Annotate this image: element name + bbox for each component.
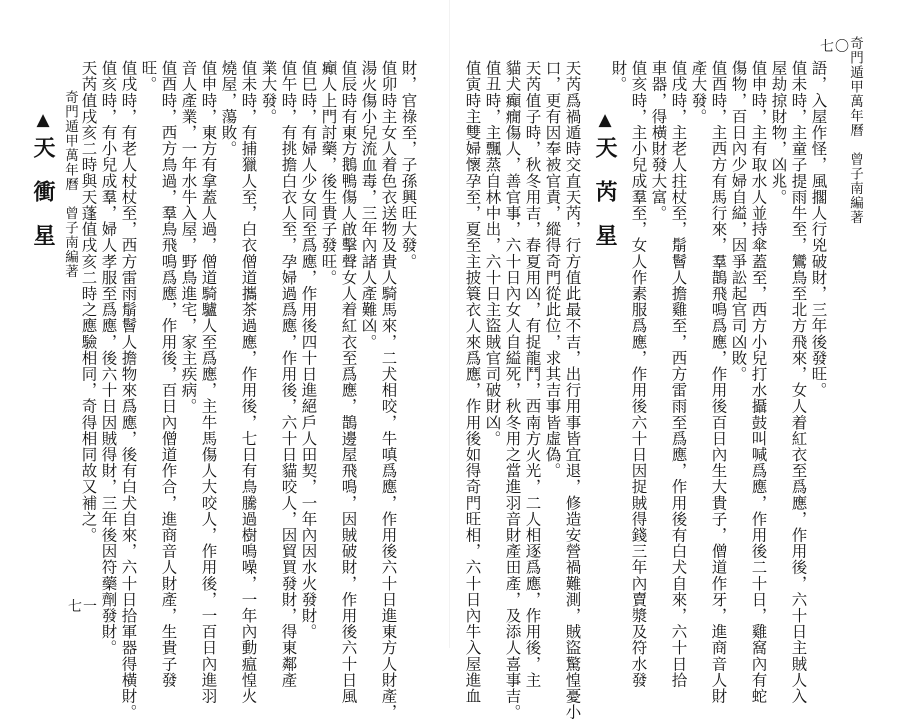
text-line: 燒屋，蕩敗。 [219,60,238,157]
text-line: 值辰時有東方鵝鴨傷人啟擊聲女人着紅衣至爲應，鵲邊屋飛鳴，因賊破財，作用後六十日風 [339,60,358,704]
text-line: 值亥時，有小兒成羣，婦人孝服至爲應，後六十日因賊得財，三年後因符藥劑發財。 [99,60,118,656]
text-line: 財，官祿至，子孫興旺大發。 [399,60,418,270]
text-line: 值午時，有挑擔白衣人至，孕婦過爲應，作用後，六十日貓咬人，因貿買發財，得東鄰產 [279,60,298,688]
text-line: 天芮值戌亥二時與天蓬值戌亥二時之應驗相同，奇得相同故又補之。 [79,60,98,543]
text-line: 傷物，百日內少婦自縊，因爭訟起官司凶敗。 [729,60,748,382]
text-line: 值戌時，主老人拄杖至，鬅鬙人擔雞至，西方雷雨至爲應，作用後有白犬自來，六十日拾 [669,60,688,688]
text-line: 值卯時主女人着色衣送物及貴人騎馬來，二犬相咬，牛嗔爲應，作用後六十日進東方人財產， [379,60,398,720]
right-page [450,0,900,720]
running-header: 奇門遁甲萬年曆 曾子南編著 [847,36,863,225]
triangle-icon: ▲ [33,110,53,136]
text-line: 旺。 [139,60,158,93]
section-heading: ▲天衝星 [30,110,56,268]
text-line: 值未時，有捕獵人至，白衣僧道攜茶過應，作用後，七日有鳥騰過樹鳴噪，一年內動瘟惶火 [239,60,258,704]
text-line: 業大發。 [259,60,278,125]
text-line: 值寅時主雙婦懷孕至，夏至主披簑衣人來爲應，作用後如得奇門旺相，六十日內牛入屋進血 [463,60,482,704]
section-heading: ▲天芮星 [592,110,618,268]
text-line: 值丑時，主飄蒸自林中出，六十日主盜賊官司破財凶。 [483,60,502,447]
text-line: 語，入屋作怪，風擱人行兇破財，三年後發旺。 [809,60,828,399]
text-line: 值戌時，有老人杖杖至，西方雷雨鬅鬙人擔物來爲應，後有白犬自來，六十日拾軍器得橫財。 [119,60,138,720]
text-line: 值酉時，西方鳥過，羣鳥飛鳴爲應，作用後，百日內僧道作合，進商音人財產，生貴子發 [159,60,178,688]
text-line: 屋劫掠財物，凶兆。 [769,60,788,205]
text-line: 值巳時，有婦人少女同至爲應，作用後四十日進絕戶人田契，一年內因水火發財。 [299,60,318,640]
text-line: 值酉時，主西方有馬行來，羣鵲飛鳴爲應，作用後百日內生大貴子，僧道作牙，進商音人財 [709,60,728,704]
text-line: 湯火傷小兒流血毒，三年內諸人產難凶。 [359,60,378,350]
text-line: 值未時，主童子提雨牛至，鸞鳥至北方飛來，女人着紅衣至爲應，作用後，六十日主賊人入 [789,60,808,704]
text-line: 口，更有因奉被官責，縱得奇門從此位，求其吉事皆虛偽。 [543,60,562,479]
text-line: 貓犬癲癇傷人，善官事，六十日內女人自縊死，秋冬用之當進羽音財產田產，及添人喜事吉。 [503,60,522,720]
page-number: 七一 [68,599,98,615]
text-line: 天芮爲禍遁時交直天芮，行方值此最不吉，出行用事皆宜退，修造安營禍難測，賊盜驚惶憂小 [563,60,582,720]
text-line: 財。 [609,60,628,93]
page-number: 七〇 [820,39,850,55]
text-line: 值申時，主有取水人並持傘蓋至，西方小兒打水攝鼓叫喊爲應，作用後二十日，雞窩內有蛇 [749,60,768,704]
text-line: 值亥時，主小兒成羣至，女人作素服爲應，作用後六十日因捉賊得錢三年內賣漿及符水發 [629,60,648,688]
triangle-icon: ▲ [595,110,615,136]
text-line: 值申時，東方有拿蓋人過，僧道騎驢人至爲應，主牛馬傷人大咬人，作用後，一百日內進羽 [199,60,218,704]
running-header: 奇門遁甲萬年曆 曾子南編著 [62,90,78,279]
text-line: 癲人上門討藥，後生貴子發旺。 [319,60,338,286]
text-line: 天芮值子時，秋冬用吉，春夏用凶，有捉龍鬥，西南方火光，二人相逐爲應，作用後，主 [523,60,542,688]
text-line: 產大發。 [689,60,708,125]
text-line: 音人產業，一年水牛入屋，野鳥進宅，家主疾病。 [179,60,198,415]
text-line: 車器，得橫財發大富。 [649,60,668,221]
